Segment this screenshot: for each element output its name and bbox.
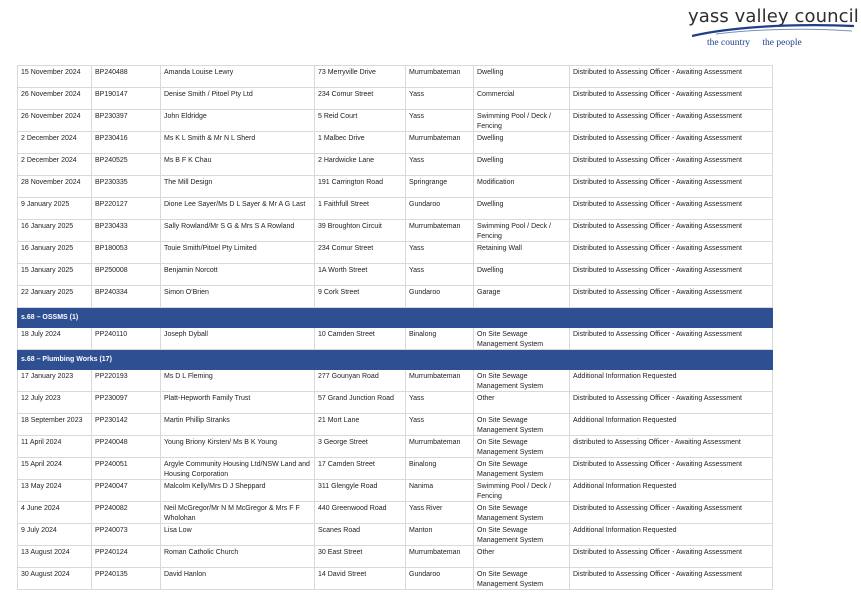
table-row xyxy=(18,198,773,220)
address-cell: 14 David Street xyxy=(315,568,406,590)
date-cell: 16 January 2025 xyxy=(18,220,92,242)
applicant-cell: Ms B F K Chau xyxy=(161,154,315,176)
application-number-cell: BP250008 xyxy=(92,264,161,286)
date-cell: 22 January 2025 xyxy=(18,286,92,308)
applicant-cell: Roman Catholic Church xyxy=(161,546,315,568)
table-row xyxy=(18,392,773,414)
date-cell: 17 January 2023 xyxy=(18,370,92,392)
status-cell: Additional Information Requested xyxy=(570,524,773,546)
locality-cell: Binalong xyxy=(406,458,474,480)
type-cell: Dwelling xyxy=(474,132,570,154)
date-cell: 2 December 2024 xyxy=(18,154,92,176)
locality-cell: Yass xyxy=(406,242,474,264)
address-cell: 3 George Street xyxy=(315,436,406,458)
type-cell: Other xyxy=(474,392,570,414)
application-number-cell: BP180053 xyxy=(92,242,161,264)
applicant-cell: The Mill Design xyxy=(161,176,315,198)
address-cell: 234 Comur Street xyxy=(315,242,406,264)
application-number-cell: PP240082 xyxy=(92,502,161,524)
locality-cell: Yass xyxy=(406,88,474,110)
logo-title: yass valley council xyxy=(688,6,859,27)
date-cell: 16 January 2025 xyxy=(18,242,92,264)
address-cell: 1 Faithfull Street xyxy=(315,198,406,220)
status-cell: Distributed to Assessing Officer - Awaiting Assessment xyxy=(570,392,773,414)
table-row xyxy=(18,66,773,88)
table-row xyxy=(18,264,773,286)
date-cell: 9 January 2025 xyxy=(18,198,92,220)
tagline-right: the people xyxy=(762,38,802,48)
applicant-cell: Sally Rowland/Mr S G & Mrs S A Rowland xyxy=(161,220,315,242)
status-cell: Additional Information Requested xyxy=(570,370,773,392)
status-cell: Distributed to Assessing Officer - Awaiting Assessment xyxy=(570,328,773,350)
table-row xyxy=(18,436,773,458)
section-title: s.68 – Plumbing Works (17) xyxy=(18,350,773,370)
type-cell: On Site Sewage Management System xyxy=(474,328,570,350)
type-cell: On Site Sewage Management System xyxy=(474,436,570,458)
date-cell: 11 April 2024 xyxy=(18,436,92,458)
applicant-cell: David Hanlon xyxy=(161,568,315,590)
locality-cell: Gundaroo xyxy=(406,198,474,220)
applicant-cell: Dione Lee Sayer/Ms D L Sayer & Mr A G Last xyxy=(161,198,315,220)
type-cell: Dwelling xyxy=(474,264,570,286)
type-cell: Commercial xyxy=(474,88,570,110)
type-cell: On Site Sewage Management System xyxy=(474,568,570,590)
applicant-cell: Simon O'Brien xyxy=(161,286,315,308)
locality-cell: Nanima xyxy=(406,480,474,502)
status-cell: Distributed to Assessing Officer - Awaiting Assessment xyxy=(570,154,773,176)
table-row xyxy=(18,132,773,154)
date-cell: 12 July 2023 xyxy=(18,392,92,414)
applicant-cell: Malcolm Kelly/Mrs D J Sheppard xyxy=(161,480,315,502)
type-cell: Modification xyxy=(474,176,570,198)
applicant-cell: Young Briony Kirsten/ Ms B K Young xyxy=(161,436,315,458)
status-cell: distributed to Assessing Officer - Awaiting Assessment xyxy=(570,436,773,458)
address-cell: 311 Glengyle Road xyxy=(315,480,406,502)
status-cell: Distributed to Assessing Officer - Awaiting Assessment xyxy=(570,110,773,132)
locality-cell: Yass River xyxy=(406,502,474,524)
application-register-table xyxy=(17,65,773,590)
applicant-cell: Amanda Louise Lewry xyxy=(161,66,315,88)
locality-cell: Binalong xyxy=(406,328,474,350)
table-row xyxy=(18,524,773,546)
status-cell: Distributed to Assessing Officer - Awaiting Assessment xyxy=(570,220,773,242)
table-row xyxy=(18,328,773,350)
type-cell: Dwelling xyxy=(474,154,570,176)
date-cell: 2 December 2024 xyxy=(18,132,92,154)
type-cell: Dwelling xyxy=(474,66,570,88)
locality-cell: Yass xyxy=(406,414,474,436)
type-cell: Garage xyxy=(474,286,570,308)
address-cell: 21 Mort Lane xyxy=(315,414,406,436)
status-cell: Distributed to Assessing Officer - Awaiting Assessment xyxy=(570,88,773,110)
date-cell: 26 November 2024 xyxy=(18,110,92,132)
application-number-cell: PP240124 xyxy=(92,546,161,568)
applicant-cell: John Eldridge xyxy=(161,110,315,132)
application-number-cell: PP220193 xyxy=(92,370,161,392)
status-cell: Distributed to Assessing Officer - Awaiting Assessment xyxy=(570,264,773,286)
table-row xyxy=(18,370,773,392)
status-cell: Additional Information Requested xyxy=(570,480,773,502)
address-cell: 57 Grand Junction Road xyxy=(315,392,406,414)
date-cell: 9 July 2024 xyxy=(18,524,92,546)
type-cell: On Site Sewage Management System xyxy=(474,458,570,480)
table-row xyxy=(18,414,773,436)
applicant-cell: Lisa Low xyxy=(161,524,315,546)
locality-cell: Murrumbateman xyxy=(406,132,474,154)
table-row xyxy=(18,286,773,308)
date-cell: 15 November 2024 xyxy=(18,66,92,88)
status-cell: Distributed to Assessing Officer - Awaiting Assessment xyxy=(570,286,773,308)
application-number-cell: BP230416 xyxy=(92,132,161,154)
table-row xyxy=(18,110,773,132)
address-cell: 10 Camden Street xyxy=(315,328,406,350)
locality-cell: Gundaroo xyxy=(406,568,474,590)
status-cell: Distributed to Assessing Officer - Awaiting Assessment xyxy=(570,176,773,198)
application-number-cell: PP230142 xyxy=(92,414,161,436)
date-cell: 18 July 2024 xyxy=(18,328,92,350)
address-cell: 30 East Street xyxy=(315,546,406,568)
type-cell: Retaining Wall xyxy=(474,242,570,264)
address-cell: 2 Hardwicke Lane xyxy=(315,154,406,176)
address-cell: Scanes Road xyxy=(315,524,406,546)
locality-cell: Gundaroo xyxy=(406,286,474,308)
applicant-cell: Benjamin Norcott xyxy=(161,264,315,286)
locality-cell: Yass xyxy=(406,110,474,132)
address-cell: 440 Greenwood Road xyxy=(315,502,406,524)
date-cell: 15 January 2025 xyxy=(18,264,92,286)
table-row xyxy=(18,502,773,524)
council-logo xyxy=(686,6,859,50)
application-number-cell: BP190147 xyxy=(92,88,161,110)
date-cell: 28 November 2024 xyxy=(18,176,92,198)
address-cell: 9 Cork Street xyxy=(315,286,406,308)
applicant-cell: Joseph Dyball xyxy=(161,328,315,350)
address-cell: 191 Carrington Road xyxy=(315,176,406,198)
application-number-cell: BP240525 xyxy=(92,154,161,176)
table-row xyxy=(18,480,773,502)
application-number-cell: BP240488 xyxy=(92,66,161,88)
date-cell: 30 August 2024 xyxy=(18,568,92,590)
type-cell: On Site Sewage Management System xyxy=(474,524,570,546)
status-cell: Distributed to Assessing Officer - Awaiting Assessment xyxy=(570,502,773,524)
address-cell: 39 Broughton Circuit xyxy=(315,220,406,242)
table-row xyxy=(18,458,773,480)
application-number-cell: PP240048 xyxy=(92,436,161,458)
address-cell: 234 Comur Street xyxy=(315,88,406,110)
application-number-cell: PP240073 xyxy=(92,524,161,546)
status-cell: Distributed to Assessing Officer - Awaiting Assessment xyxy=(570,198,773,220)
tagline-left: the country xyxy=(707,38,751,48)
address-cell: 277 Gounyan Road xyxy=(315,370,406,392)
address-cell: 1A Worth Street xyxy=(315,264,406,286)
type-cell: On Site Sewage Management System xyxy=(474,502,570,524)
table-row xyxy=(18,242,773,264)
applicant-cell: Ms D L Fleming xyxy=(161,370,315,392)
status-cell: Distributed to Assessing Officer - Awaiting Assessment xyxy=(570,242,773,264)
applicant-cell: Martin Phillip Stranks xyxy=(161,414,315,436)
application-number-cell: PP240135 xyxy=(92,568,161,590)
address-cell: 17 Camden Street xyxy=(315,458,406,480)
locality-cell: Springrange xyxy=(406,176,474,198)
table-row xyxy=(18,546,773,568)
type-cell: Other xyxy=(474,546,570,568)
type-cell: Dwelling xyxy=(474,198,570,220)
applicant-cell: Platt-Hepworth Family Trust xyxy=(161,392,315,414)
status-cell: Additional Information Requested xyxy=(570,414,773,436)
table-row xyxy=(18,176,773,198)
status-cell: Distributed to Assessing Officer - Awaiting Assessment xyxy=(570,458,773,480)
applicant-cell: Neil McGregor/Mr N M McGregor & Mrs F F Wholohan xyxy=(161,502,315,524)
applicant-cell: Denise Smith / Pitoel Pty Ltd xyxy=(161,88,315,110)
locality-cell: Yass xyxy=(406,264,474,286)
type-cell: Swimming Pool / Deck / Fencing xyxy=(474,110,570,132)
table-row xyxy=(18,568,773,590)
logo-tagline xyxy=(707,38,812,48)
date-cell: 13 May 2024 xyxy=(18,480,92,502)
status-cell: Distributed to Assessing Officer - Awaiting Assessment xyxy=(570,568,773,590)
section-header-row xyxy=(18,350,773,370)
application-number-cell: BP220127 xyxy=(92,198,161,220)
table-row xyxy=(18,88,773,110)
application-number-cell: PP240110 xyxy=(92,328,161,350)
locality-cell: Murrumbateman xyxy=(406,220,474,242)
date-cell: 18 September 2023 xyxy=(18,414,92,436)
type-cell: On Site Sewage Management System xyxy=(474,414,570,436)
logo-swoosh-icon xyxy=(686,22,856,38)
address-cell: 5 Reid Court xyxy=(315,110,406,132)
address-cell: 1 Malbec Drive xyxy=(315,132,406,154)
locality-cell: Murrumbateman xyxy=(406,546,474,568)
status-cell: Distributed to Assessing Officer - Awaiting Assessment xyxy=(570,132,773,154)
application-number-cell: PP230097 xyxy=(92,392,161,414)
type-cell: Swimming Pool / Deck / Fencing xyxy=(474,480,570,502)
locality-cell: Murrumbateman xyxy=(406,436,474,458)
application-number-cell: BP240334 xyxy=(92,286,161,308)
address-cell: 73 Merryville Drive xyxy=(315,66,406,88)
date-cell: 4 June 2024 xyxy=(18,502,92,524)
table-row xyxy=(18,154,773,176)
table-row xyxy=(18,220,773,242)
status-cell: Distributed to Assessing Officer - Awaiting Assessment xyxy=(570,66,773,88)
date-cell: 26 November 2024 xyxy=(18,88,92,110)
locality-cell: Yass xyxy=(406,154,474,176)
type-cell: On Site Sewage Management System xyxy=(474,370,570,392)
applicant-cell: Touie Smith/Pitoel Pty Limited xyxy=(161,242,315,264)
locality-cell: Murrumbateman xyxy=(406,370,474,392)
locality-cell: Manton xyxy=(406,524,474,546)
register-body xyxy=(18,66,773,590)
application-number-cell: PP240047 xyxy=(92,480,161,502)
applicant-cell: Argyle Community Housing Ltd/NSW Land and Housing Corporation xyxy=(161,458,315,480)
date-cell: 13 August 2024 xyxy=(18,546,92,568)
application-number-cell: PP240051 xyxy=(92,458,161,480)
application-number-cell: BP230433 xyxy=(92,220,161,242)
type-cell: Swimming Pool / Deck / Fencing xyxy=(474,220,570,242)
date-cell: 15 April 2024 xyxy=(18,458,92,480)
applicant-cell: Ms K L Smith & Mr N L Sherd xyxy=(161,132,315,154)
locality-cell: Yass xyxy=(406,392,474,414)
status-cell: Distributed to Assessing Officer - Awaiting Assessment xyxy=(570,546,773,568)
locality-cell: Murrumbateman xyxy=(406,66,474,88)
section-header-row xyxy=(18,308,773,328)
application-number-cell: BP230335 xyxy=(92,176,161,198)
application-number-cell: BP230397 xyxy=(92,110,161,132)
section-title: s.68 – OSSMS (1) xyxy=(18,308,773,328)
